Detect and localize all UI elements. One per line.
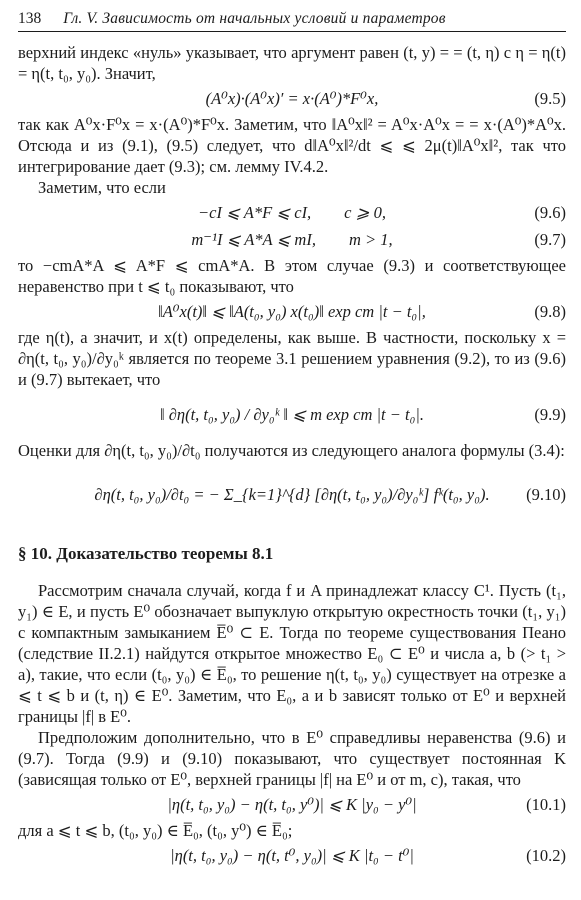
equation-formula: |η(t, t₀, y₀) − η(t, t₀, y⁰)| ⩽ K |y₀ − y⁰| (167, 795, 417, 814)
equation-number: (9.5) (534, 89, 566, 108)
paragraph: то −cmA*A ⩽ A*F ⩽ cmA*A. В этом случае (9.3) и соответствующее неравенство при t ⩽ t₀ показывают, что (18, 256, 566, 296)
equation-9-7 (18, 228, 566, 252)
equation-number: (9.8) (534, 302, 566, 321)
equation-number: (9.7) (534, 230, 566, 249)
equation-formula: −cI ⩽ A*F ⩽ cI, c ⩾ 0, (198, 203, 386, 222)
paragraph: Предположим дополнительно, что в E⁰ справедливы неравенства (9.6) и (9.7). Тогда (9.9) и (9.10) показывают, что существует постоянная K (зависящая только от E⁰, верхней границы |f| на E⁰ и от m, c), такая, что (18, 728, 566, 789)
section-heading: § 10. Доказательство теоремы 8.1 (18, 544, 274, 563)
page (18, 10, 566, 871)
paragraph: Заметим, что если (38, 178, 166, 197)
paragraph: Рассмотрим сначала случай, когда f и A принадлежат классу C¹. Пусть (t₁, y₁) ∈ E, и пусть E⁰ обозначает выпуклую открытую окрестность точки (t₁, y₁) с компактным замыканием E̅⁰ ⊂ E. Тогда по теореме существования Пеано (следствие II.2.1) найдутся открытое множество E₀ ⊂ E⁰ и числа a, b (> t₁ > a), такие, что если (t₀, y₀) ∈ E̅₀, то решение η(t, t₀, y₀) существует на отрезке a ⩽ t ⩽ b и (t, η) ∈ E⁰. Заметим, что E₀, a и b зависят только от E⁰ и верхней границы |f| в E⁰. (18, 581, 566, 726)
paragraph: где η(t), а значит, и x(t) определены, как выше. В частности, поскольку x = ∂η(t, t₀, y₀)/∂y₀ᵏ является по теореме 3.1 решением уравнения (9.2), то из (9.6) и (9.7) вытекает, что (18, 328, 566, 389)
equation-number: (9.10) (526, 485, 566, 504)
equation-9-10 (18, 464, 566, 526)
running-title: Гл. V. Зависимость от начальных условий и параметров (63, 10, 446, 27)
equation-formula: ‖A⁰x(t)‖ ⩽ ‖A(t₀, y₀) x(t₀)‖ exp cm |t − t₀|, (158, 302, 426, 321)
equation-formula: ‖ ∂η(t, t₀, y₀) / ∂y₀ᵏ ‖ ⩽ m exp cm |t − t₀|. (160, 405, 424, 424)
equation-number: (10.1) (526, 795, 566, 814)
equation-formula: (A⁰x)·(A⁰x)′ = x·(A⁰)*F⁰x, (205, 89, 379, 108)
equation-number: (9.6) (534, 203, 566, 222)
equation-9-6 (18, 201, 566, 225)
paragraph: для a ⩽ t ⩽ b, (t₀, y₀) ∈ E̅₀, (t₀, y⁰) ∈ E̅₀; (18, 821, 293, 840)
paragraph: так как A⁰x·F⁰x = x·(A⁰)*F⁰x. Заметим, что ‖A⁰x‖² = A⁰x·A⁰x = = x·(A⁰)*A⁰x. Отсюда и из (9.1), (9.5) следует, что d‖A⁰x‖²/dt ⩽ ⩽ 2μ(t)‖A⁰x‖², так что интегрирование дает (9.3); см. лемму IV.4.2. (18, 115, 566, 176)
equation-9-9 (18, 393, 566, 437)
equation-10-1 (18, 793, 566, 817)
paragraph: верхний индекс «нуль» указывает, что аргумент равен (t, y) = = (t, η) с η = η(t) = η(t, t₀, y₀). Значит, (18, 43, 566, 83)
equation-formula: |η(t, t₀, y₀) − η(t, t⁰, y₀)| ⩽ K |t₀ − t⁰| (170, 846, 414, 865)
running-header (18, 10, 566, 32)
equation-number: (9.9) (534, 405, 566, 424)
equation-formula: ∂η(t, t₀, y₀)/∂t₀ = − Σ_{k=1}^{d} [∂η(t, t₀, y₀)/∂y₀ᵏ] fᵏ(t₀, y₀). (94, 485, 490, 504)
paragraph: Оценки для ∂η(t, t₀, y₀)/∂t₀ получаются из следующего аналога формулы (3.4): (18, 441, 565, 460)
equation-formula: m⁻¹I ⩽ A*A ⩽ mI, m > 1, (191, 230, 393, 249)
equation-9-8 (18, 300, 566, 324)
equation-number: (10.2) (526, 846, 566, 865)
equation-9-5 (18, 87, 566, 111)
page-number: 138 (18, 10, 42, 27)
equation-10-2 (18, 844, 566, 868)
